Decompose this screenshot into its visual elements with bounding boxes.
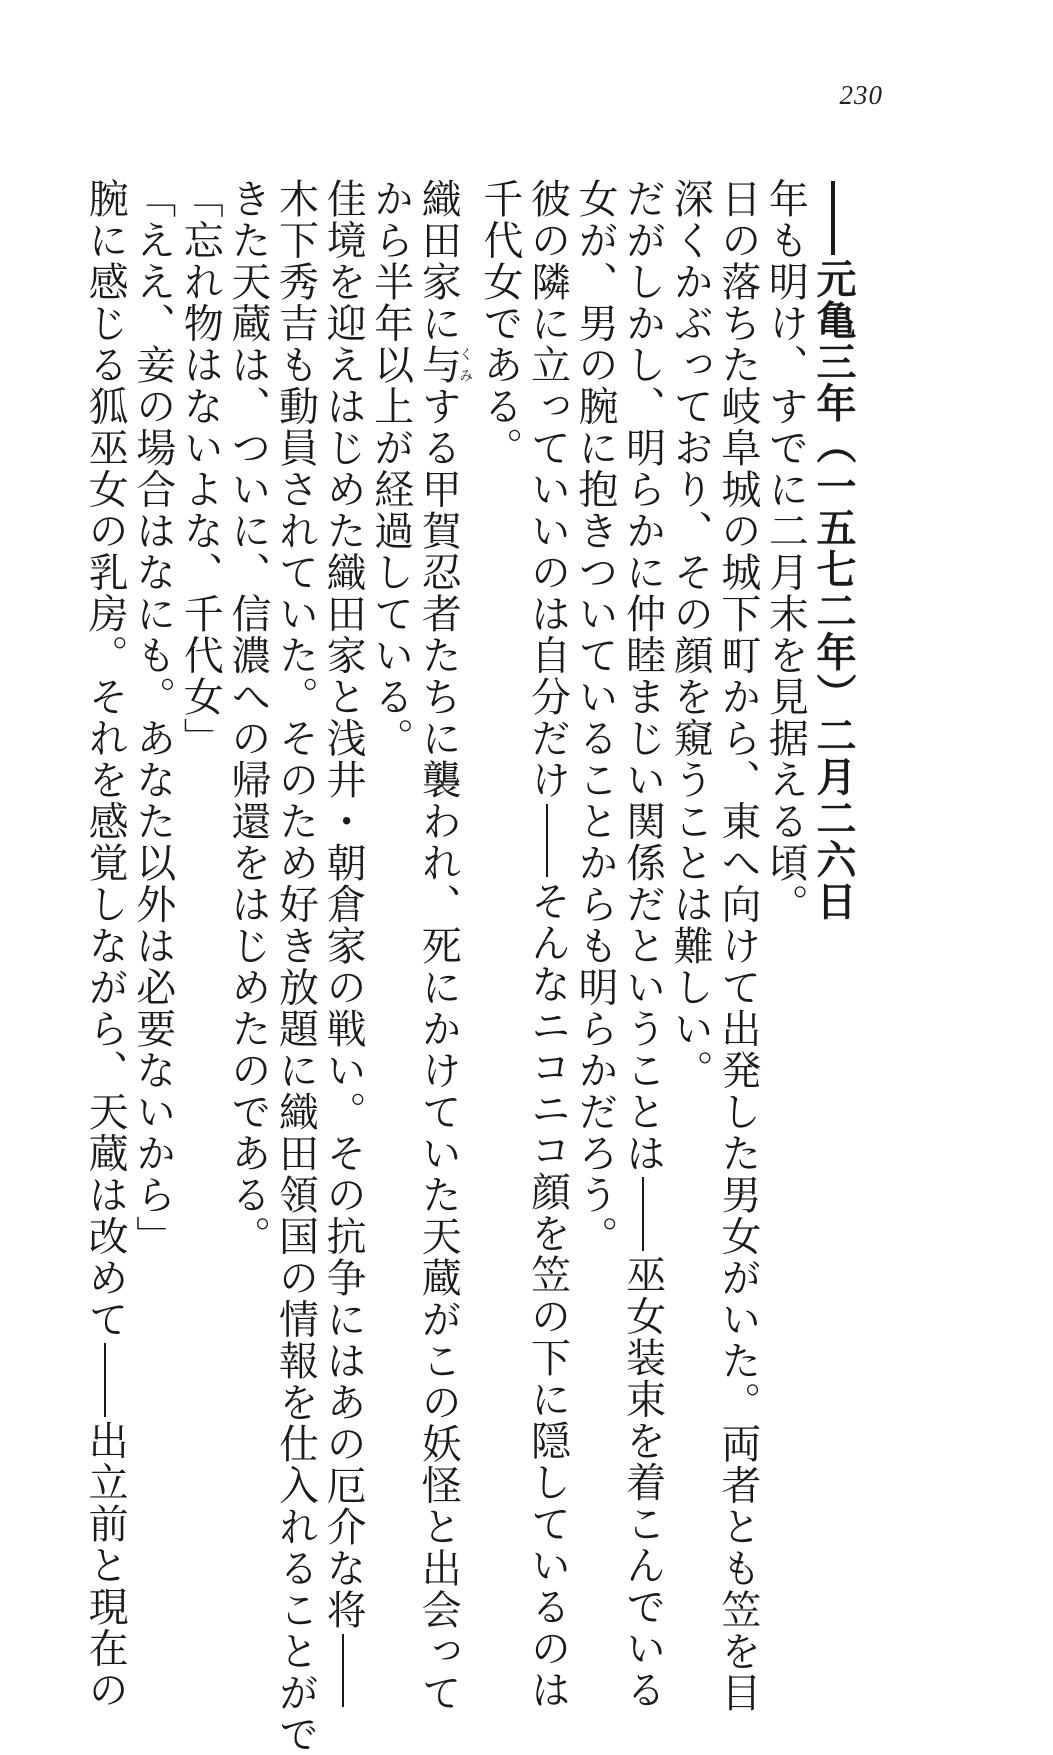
em-dash [813,178,853,258]
text-line: 佳境を迎えはじめた織田家と浅井・朝倉家の戦い。その抗争にはあの厄介な将 [320,178,367,1631]
text-line: 出立前と現在の [82,1420,129,1711]
text-line: 「ええ、妾の場合はなにも。あなた以外は必要ないから」 [129,178,176,1257]
heading-date: 元亀三年（一五七二年）二月二六日 [810,258,857,922]
text-line: 千代女である。 [476,178,523,469]
paragraph-line [619,178,666,1711]
text-line: 年も明け、すでに二月末を見据える頃。 [762,178,809,925]
paragraph-line [82,178,129,1711]
text-line: から半年以上が経過している。 [367,178,414,759]
page-number: 230 [839,80,883,110]
text-line: 女が、男の腕に抱きついていることからも明らかだろう。 [572,178,619,1257]
chapter-heading [810,178,857,1378]
em-dash [623,1174,663,1254]
paragraph-line [524,178,571,1711]
paragraph-line [762,178,809,1378]
text-line: 深くかぶっており、その顔を窺うことは難しい。 [667,178,714,1091]
ruby-base: 与 [415,344,462,386]
paragraph-line [415,178,474,1714]
ruby-reading: くみ [457,344,474,386]
paragraph-line [320,178,367,1631]
paragraph-line [714,178,761,1714]
paragraph-line [129,178,176,1378]
em-dash [527,801,567,881]
text-line: 彼の隣に立っていいのは自分だけ [524,178,571,801]
text-line: 巫女装束を着こんでいる [619,1254,666,1711]
furigana-ruby [415,344,474,386]
text-line: そんなニコニコ顔を笠の下に隠しているのは [524,880,571,1711]
paragraph-line [224,178,271,1378]
paragraph-line [476,178,523,1378]
text-line: する甲賀忍者たちに襲われ、死にかけていた天蔵がこの妖怪と出会って [415,385,462,1714]
text-line: 日の落ちた岐阜城の城下町から、東へ向けて出発した男女がいた。両者とも笠を目 [714,178,761,1714]
paragraph-line [667,178,714,1378]
em-dash [323,1631,363,1711]
text-line: 腕に感じる狐巫女の乳房。それを感覚しながら、天蔵は改めて [82,178,129,1340]
body-text [78,178,857,1755]
text-line: きた天蔵は、ついに、信濃への帰還をはじめたのである。 [224,178,271,1257]
em-dash [85,1340,125,1420]
paragraph-line [572,178,619,1378]
text-line: だがしかし、明らかに仲睦まじい関係だということは [619,178,666,1174]
paragraph-line [177,178,224,1378]
text-line: 木下秀吉も動員されていた。そのため好き放題に織田領国の情報を仕入れることがで [272,178,319,1755]
text-line: 織田家に [415,178,462,344]
paragraph-line [367,178,414,1378]
text-line: 「忘れ物はないよな、千代女」 [177,178,224,759]
paragraph-line [272,178,319,1755]
